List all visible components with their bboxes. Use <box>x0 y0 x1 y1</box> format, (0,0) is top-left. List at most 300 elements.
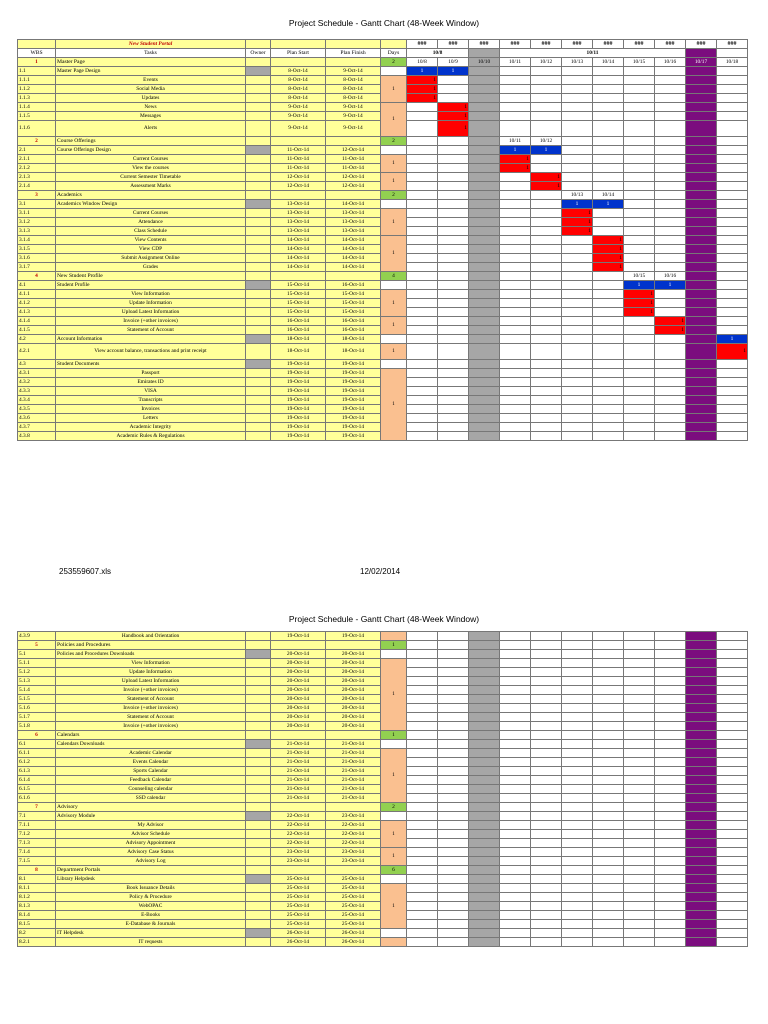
timeline-cell <box>686 920 717 929</box>
timeline-cell <box>500 236 531 245</box>
timeline-cell <box>438 704 469 713</box>
timeline-cell <box>469 857 500 866</box>
timeline-cell <box>624 785 655 794</box>
plan-finish: 20-Oct-14 <box>326 695 381 704</box>
wbs-cell: 2.1.2 <box>18 164 56 173</box>
timeline-cell <box>407 423 438 432</box>
gantt-bar-summary: 1 <box>500 146 531 155</box>
timeline-cell <box>438 137 469 146</box>
timeline-cell <box>624 67 655 76</box>
plan-finish: 22-Oct-14 <box>326 839 381 848</box>
finish-cell <box>326 803 381 812</box>
owner-cell <box>246 155 271 164</box>
plan-finish: 22-Oct-14 <box>326 830 381 839</box>
timeline-cell <box>562 121 593 137</box>
timeline-cell <box>655 659 686 668</box>
timeline-cell <box>655 830 686 839</box>
timeline-cell <box>655 749 686 758</box>
timeline-cell <box>500 767 531 776</box>
timeline-cell <box>438 396 469 405</box>
phase-number: 7 <box>18 803 56 812</box>
gantt-bar-task: 1 <box>438 112 469 121</box>
phase-number: 6 <box>18 731 56 740</box>
timeline-cell <box>717 405 748 414</box>
timeline-cell <box>717 749 748 758</box>
timeline-cell <box>562 650 593 659</box>
days-cell: 1 <box>381 236 407 272</box>
timeline-cell <box>717 299 748 308</box>
timeline-cell <box>593 94 624 103</box>
timeline-cell <box>407 164 438 173</box>
timeline-cell <box>624 236 655 245</box>
timeline-cell <box>717 911 748 920</box>
timeline-cell <box>562 85 593 94</box>
timeline-cell <box>593 740 624 749</box>
header-blank <box>246 40 271 49</box>
timeline-cell <box>686 686 717 695</box>
wbs-cell: 2.1 <box>18 146 56 155</box>
timeline-cell <box>593 308 624 317</box>
timeline-cell <box>593 848 624 857</box>
timeline-cell <box>469 387 500 396</box>
timeline-cell <box>624 794 655 803</box>
timeline-cell <box>469 299 500 308</box>
timeline-cell <box>717 245 748 254</box>
wbs-cell: 2.1.1 <box>18 155 56 164</box>
task-name: News <box>56 103 246 112</box>
task-name: View Information <box>56 659 246 668</box>
timeline-cell <box>500 803 531 812</box>
timeline-cell <box>655 938 686 947</box>
timeline-cell <box>593 369 624 378</box>
timeline-cell <box>717 659 748 668</box>
timeline-cell <box>469 191 500 200</box>
timeline-cell <box>407 740 438 749</box>
gantt-bar-task: 1 <box>655 326 686 335</box>
timeline-cell <box>717 326 748 335</box>
summary-row <box>18 146 748 155</box>
timeline-cell <box>438 938 469 947</box>
gantt-bar-summary: 1 <box>531 146 562 155</box>
timeline-cell <box>531 396 562 405</box>
timeline-cell <box>624 387 655 396</box>
week-header-hash: ### <box>438 40 469 49</box>
timeline-cell <box>717 236 748 245</box>
days-cell <box>381 360 407 369</box>
timeline-cell <box>655 704 686 713</box>
plan-finish: 19-Oct-14 <box>326 369 381 378</box>
timeline-cell <box>562 360 593 369</box>
timeline-cell <box>593 344 624 360</box>
timeline-cell <box>593 378 624 387</box>
gantt-bar-task: 1 <box>407 94 438 103</box>
phase-number: 2 <box>18 137 56 146</box>
plan-start: 8-Oct-14 <box>271 76 326 85</box>
timeline-cell <box>531 911 562 920</box>
timeline-cell <box>562 290 593 299</box>
days-cell: 1 <box>381 317 407 335</box>
timeline-cell <box>531 405 562 414</box>
timeline-cell <box>655 875 686 884</box>
timeline-cell <box>686 218 717 227</box>
timeline-cell <box>469 378 500 387</box>
timeline-cell <box>562 317 593 326</box>
owner-cell <box>246 794 271 803</box>
timeline-cell <box>531 209 562 218</box>
timeline-cell <box>469 254 500 263</box>
timeline-cell <box>562 821 593 830</box>
plan-start: 19-Oct-14 <box>271 378 326 387</box>
timeline-cell <box>562 848 593 857</box>
timeline-cell <box>500 740 531 749</box>
gantt-bar-summary: 1 <box>717 335 748 344</box>
timeline-cell <box>531 335 562 344</box>
phase-number: 8 <box>18 866 56 875</box>
timeline-cell <box>624 632 655 641</box>
timeline-cell <box>686 387 717 396</box>
timeline-cell <box>686 164 717 173</box>
timeline-cell <box>469 659 500 668</box>
timeline-cell <box>624 704 655 713</box>
timeline-cell <box>469 326 500 335</box>
timeline-cell <box>655 378 686 387</box>
week-header-hash: ### <box>624 40 655 49</box>
timeline-cell <box>407 173 438 182</box>
phase-label: Academics <box>56 191 246 200</box>
timeline-cell <box>438 857 469 866</box>
timeline-cell <box>469 85 500 94</box>
timeline-cell <box>407 794 438 803</box>
timeline-cell <box>593 668 624 677</box>
timeline-cell <box>531 929 562 938</box>
days-cell <box>381 146 407 155</box>
day-label: 10/10 <box>469 58 500 67</box>
timeline-cell <box>500 713 531 722</box>
timeline-cell <box>531 641 562 650</box>
timeline-cell <box>438 146 469 155</box>
timeline-cell <box>438 731 469 740</box>
header-row-title <box>18 40 748 49</box>
timeline-cell <box>407 155 438 164</box>
timeline-cell <box>624 776 655 785</box>
timeline-cell <box>562 740 593 749</box>
timeline-cell <box>500 344 531 360</box>
timeline-cell <box>407 335 438 344</box>
task-name: Academic Rules & Regulations <box>56 432 246 441</box>
timeline-cell <box>407 686 438 695</box>
timeline-cell <box>438 758 469 767</box>
timeline-cell <box>686 812 717 821</box>
owner-cell <box>246 326 271 335</box>
task-name: View Contents <box>56 236 246 245</box>
timeline-cell <box>686 830 717 839</box>
gantt-bar-task: 1 <box>593 236 624 245</box>
timeline-cell <box>531 785 562 794</box>
plan-start: 12-Oct-14 <box>271 182 326 191</box>
plan-finish: 21-Oct-14 <box>326 767 381 776</box>
wbs-cell: 4.1.4 <box>18 317 56 326</box>
gantt-bar-task: 1 <box>624 308 655 317</box>
timeline-cell <box>469 281 500 290</box>
timeline-cell <box>407 103 438 112</box>
timeline-cell <box>531 326 562 335</box>
timeline-cell <box>531 866 562 875</box>
timeline-cell <box>593 767 624 776</box>
timeline-cell <box>686 731 717 740</box>
owner-cell <box>246 182 271 191</box>
timeline-cell <box>500 423 531 432</box>
timeline-cell <box>562 938 593 947</box>
timeline-cell <box>717 308 748 317</box>
timeline-cell <box>593 173 624 182</box>
owner-cell <box>246 713 271 722</box>
owner-cell <box>246 191 271 200</box>
owner-cell <box>246 920 271 929</box>
page-title-1: Project Schedule - Gantt Chart (48-Week Window) <box>288 18 480 28</box>
timeline-cell <box>407 182 438 191</box>
task-name: View the courses <box>56 164 246 173</box>
timeline-cell <box>655 396 686 405</box>
task-name: Policies and Procedures Downloads <box>56 650 246 659</box>
start-cell <box>271 866 326 875</box>
timeline-cell <box>531 164 562 173</box>
timeline-cell <box>686 121 717 137</box>
timeline-cell <box>624 929 655 938</box>
timeline-cell <box>686 423 717 432</box>
timeline-cell <box>531 632 562 641</box>
timeline-cell <box>469 929 500 938</box>
timeline-cell <box>655 227 686 236</box>
timeline-cell <box>407 650 438 659</box>
header-blank <box>381 40 407 49</box>
plan-start: 21-Oct-14 <box>271 776 326 785</box>
owner-cell <box>246 749 271 758</box>
wbs-cell: 4.1.5 <box>18 326 56 335</box>
timeline-cell <box>500 200 531 209</box>
days-cell: 1 <box>381 369 407 441</box>
plan-start: 25-Oct-14 <box>271 893 326 902</box>
timeline-cell <box>686 263 717 272</box>
owner-cell <box>246 731 271 740</box>
phase-row <box>18 803 748 812</box>
finish-cell <box>326 641 381 650</box>
timeline-cell <box>593 272 624 281</box>
timeline-cell <box>407 112 438 121</box>
timeline-cell <box>624 85 655 94</box>
wbs-cell: 4.2 <box>18 335 56 344</box>
task-name: Alerts <box>56 121 246 137</box>
timeline-cell <box>469 209 500 218</box>
timeline-cell <box>469 767 500 776</box>
owner-cell <box>246 58 271 67</box>
timeline-cell <box>624 432 655 441</box>
timeline-cell <box>500 369 531 378</box>
timeline-cell <box>717 704 748 713</box>
timeline-cell <box>624 821 655 830</box>
task-name: Events <box>56 76 246 85</box>
timeline-cell <box>686 929 717 938</box>
timeline-cell <box>407 236 438 245</box>
timeline-cell <box>717 137 748 146</box>
timeline-cell <box>686 695 717 704</box>
plan-finish: 9-Oct-14 <box>326 67 381 76</box>
start-cell <box>271 58 326 67</box>
owner-cell <box>246 317 271 326</box>
plan-start: 9-Oct-14 <box>271 121 326 137</box>
gantt-bar-task: 1 <box>500 155 531 164</box>
timeline-cell <box>624 866 655 875</box>
timeline-cell <box>717 423 748 432</box>
timeline-cell <box>438 713 469 722</box>
timeline-cell <box>407 758 438 767</box>
timeline-cell <box>655 632 686 641</box>
timeline-cell <box>531 749 562 758</box>
timeline-cell <box>469 432 500 441</box>
plan-start: 20-Oct-14 <box>271 722 326 731</box>
plan-finish: 13-Oct-14 <box>326 227 381 236</box>
phase-number: 4 <box>18 272 56 281</box>
timeline-cell <box>686 236 717 245</box>
timeline-cell <box>531 731 562 740</box>
timeline-cell <box>717 164 748 173</box>
timeline-cell <box>655 254 686 263</box>
timeline-cell <box>531 695 562 704</box>
timeline-cell <box>686 137 717 146</box>
header-row-columns <box>18 49 748 58</box>
timeline-cell <box>500 227 531 236</box>
timeline-cell <box>531 191 562 200</box>
timeline-cell <box>531 103 562 112</box>
owner-cell <box>246 929 271 938</box>
timeline-cell: 10/17 <box>686 58 717 67</box>
timeline-cell <box>624 812 655 821</box>
timeline-cell <box>562 369 593 378</box>
timeline-cell <box>438 378 469 387</box>
timeline-cell <box>500 414 531 423</box>
timeline-cell <box>500 326 531 335</box>
days-cell: 6 <box>381 866 407 875</box>
timeline-cell <box>500 722 531 731</box>
timeline-cell <box>500 758 531 767</box>
owner-cell <box>246 803 271 812</box>
timeline-cell <box>624 360 655 369</box>
plan-start: 20-Oct-14 <box>271 695 326 704</box>
timeline-cell <box>438 866 469 875</box>
week-header-hash: ### <box>469 40 500 49</box>
plan-finish: 25-Oct-14 <box>326 893 381 902</box>
timeline-cell <box>686 722 717 731</box>
days-cell: 1 <box>381 155 407 173</box>
wbs-cell: 4.3.7 <box>18 423 56 432</box>
page-title-2: Project Schedule - Gantt Chart (48-Week Window) <box>288 614 480 624</box>
week-header-hash: ### <box>717 40 748 49</box>
task-name: View Information <box>56 290 246 299</box>
plan-start: 13-Oct-14 <box>271 209 326 218</box>
plan-start: 19-Oct-14 <box>271 369 326 378</box>
timeline-cell <box>438 893 469 902</box>
timeline-cell <box>686 272 717 281</box>
timeline-cell <box>562 281 593 290</box>
summary-row <box>18 812 748 821</box>
timeline-cell <box>562 94 593 103</box>
timeline-cell <box>562 378 593 387</box>
task-name: Academic Integrity <box>56 423 246 432</box>
timeline-cell <box>624 317 655 326</box>
timeline-cell <box>686 146 717 155</box>
plan-finish: 8-Oct-14 <box>326 76 381 85</box>
timeline-cell <box>593 290 624 299</box>
timeline-cell <box>469 103 500 112</box>
task-row <box>18 344 748 360</box>
timeline-cell <box>500 308 531 317</box>
timeline-cell <box>438 299 469 308</box>
plan-finish: 20-Oct-14 <box>326 686 381 695</box>
timeline-cell <box>407 405 438 414</box>
timeline-cell <box>686 758 717 767</box>
timeline-cell <box>717 740 748 749</box>
plan-finish: 16-Oct-14 <box>326 317 381 326</box>
timeline-cell <box>407 668 438 677</box>
timeline-cell <box>562 387 593 396</box>
timeline-cell <box>686 650 717 659</box>
wbs-cell: 7.1.2 <box>18 830 56 839</box>
plan-finish: 18-Oct-14 <box>326 344 381 360</box>
timeline-cell <box>624 686 655 695</box>
wbs-cell: 7.1.1 <box>18 821 56 830</box>
timeline-cell <box>717 902 748 911</box>
plan-finish: 21-Oct-14 <box>326 794 381 803</box>
timeline-cell <box>655 758 686 767</box>
timeline-cell <box>655 263 686 272</box>
timeline-cell <box>655 794 686 803</box>
wbs-cell: 4.3 <box>18 360 56 369</box>
timeline-cell <box>593 839 624 848</box>
task-name: Current Courses <box>56 155 246 164</box>
timeline-cell <box>407 776 438 785</box>
timeline-cell <box>500 263 531 272</box>
timeline-cell <box>717 281 748 290</box>
owner-cell <box>246 884 271 893</box>
timeline-cell <box>593 749 624 758</box>
timeline-cell <box>717 713 748 722</box>
timeline-cell <box>438 335 469 344</box>
plan-start: 19-Oct-14 <box>271 414 326 423</box>
day-label: 10/13 <box>562 58 593 67</box>
plan-finish: 9-Oct-14 <box>326 112 381 121</box>
timeline-cell <box>686 668 717 677</box>
timeline-cell <box>593 164 624 173</box>
timeline-cell <box>500 659 531 668</box>
summary-row <box>18 929 748 938</box>
wbs-cell: 8.1.4 <box>18 911 56 920</box>
task-name: Account Information <box>56 335 246 344</box>
owner-cell <box>246 785 271 794</box>
plan-start: 12-Oct-14 <box>271 173 326 182</box>
timeline-cell <box>655 85 686 94</box>
phase-row <box>18 272 748 281</box>
timeline-cell <box>562 335 593 344</box>
plan-finish: 25-Oct-14 <box>326 920 381 929</box>
timeline-cell <box>531 902 562 911</box>
timeline-cell <box>500 677 531 686</box>
timeline-cell <box>438 369 469 378</box>
wbs-cell: 4.1.2 <box>18 299 56 308</box>
plan-finish: 20-Oct-14 <box>326 704 381 713</box>
timeline-cell <box>624 659 655 668</box>
owner-cell <box>246 299 271 308</box>
plan-finish: 9-Oct-14 <box>326 121 381 137</box>
start-cell <box>271 731 326 740</box>
